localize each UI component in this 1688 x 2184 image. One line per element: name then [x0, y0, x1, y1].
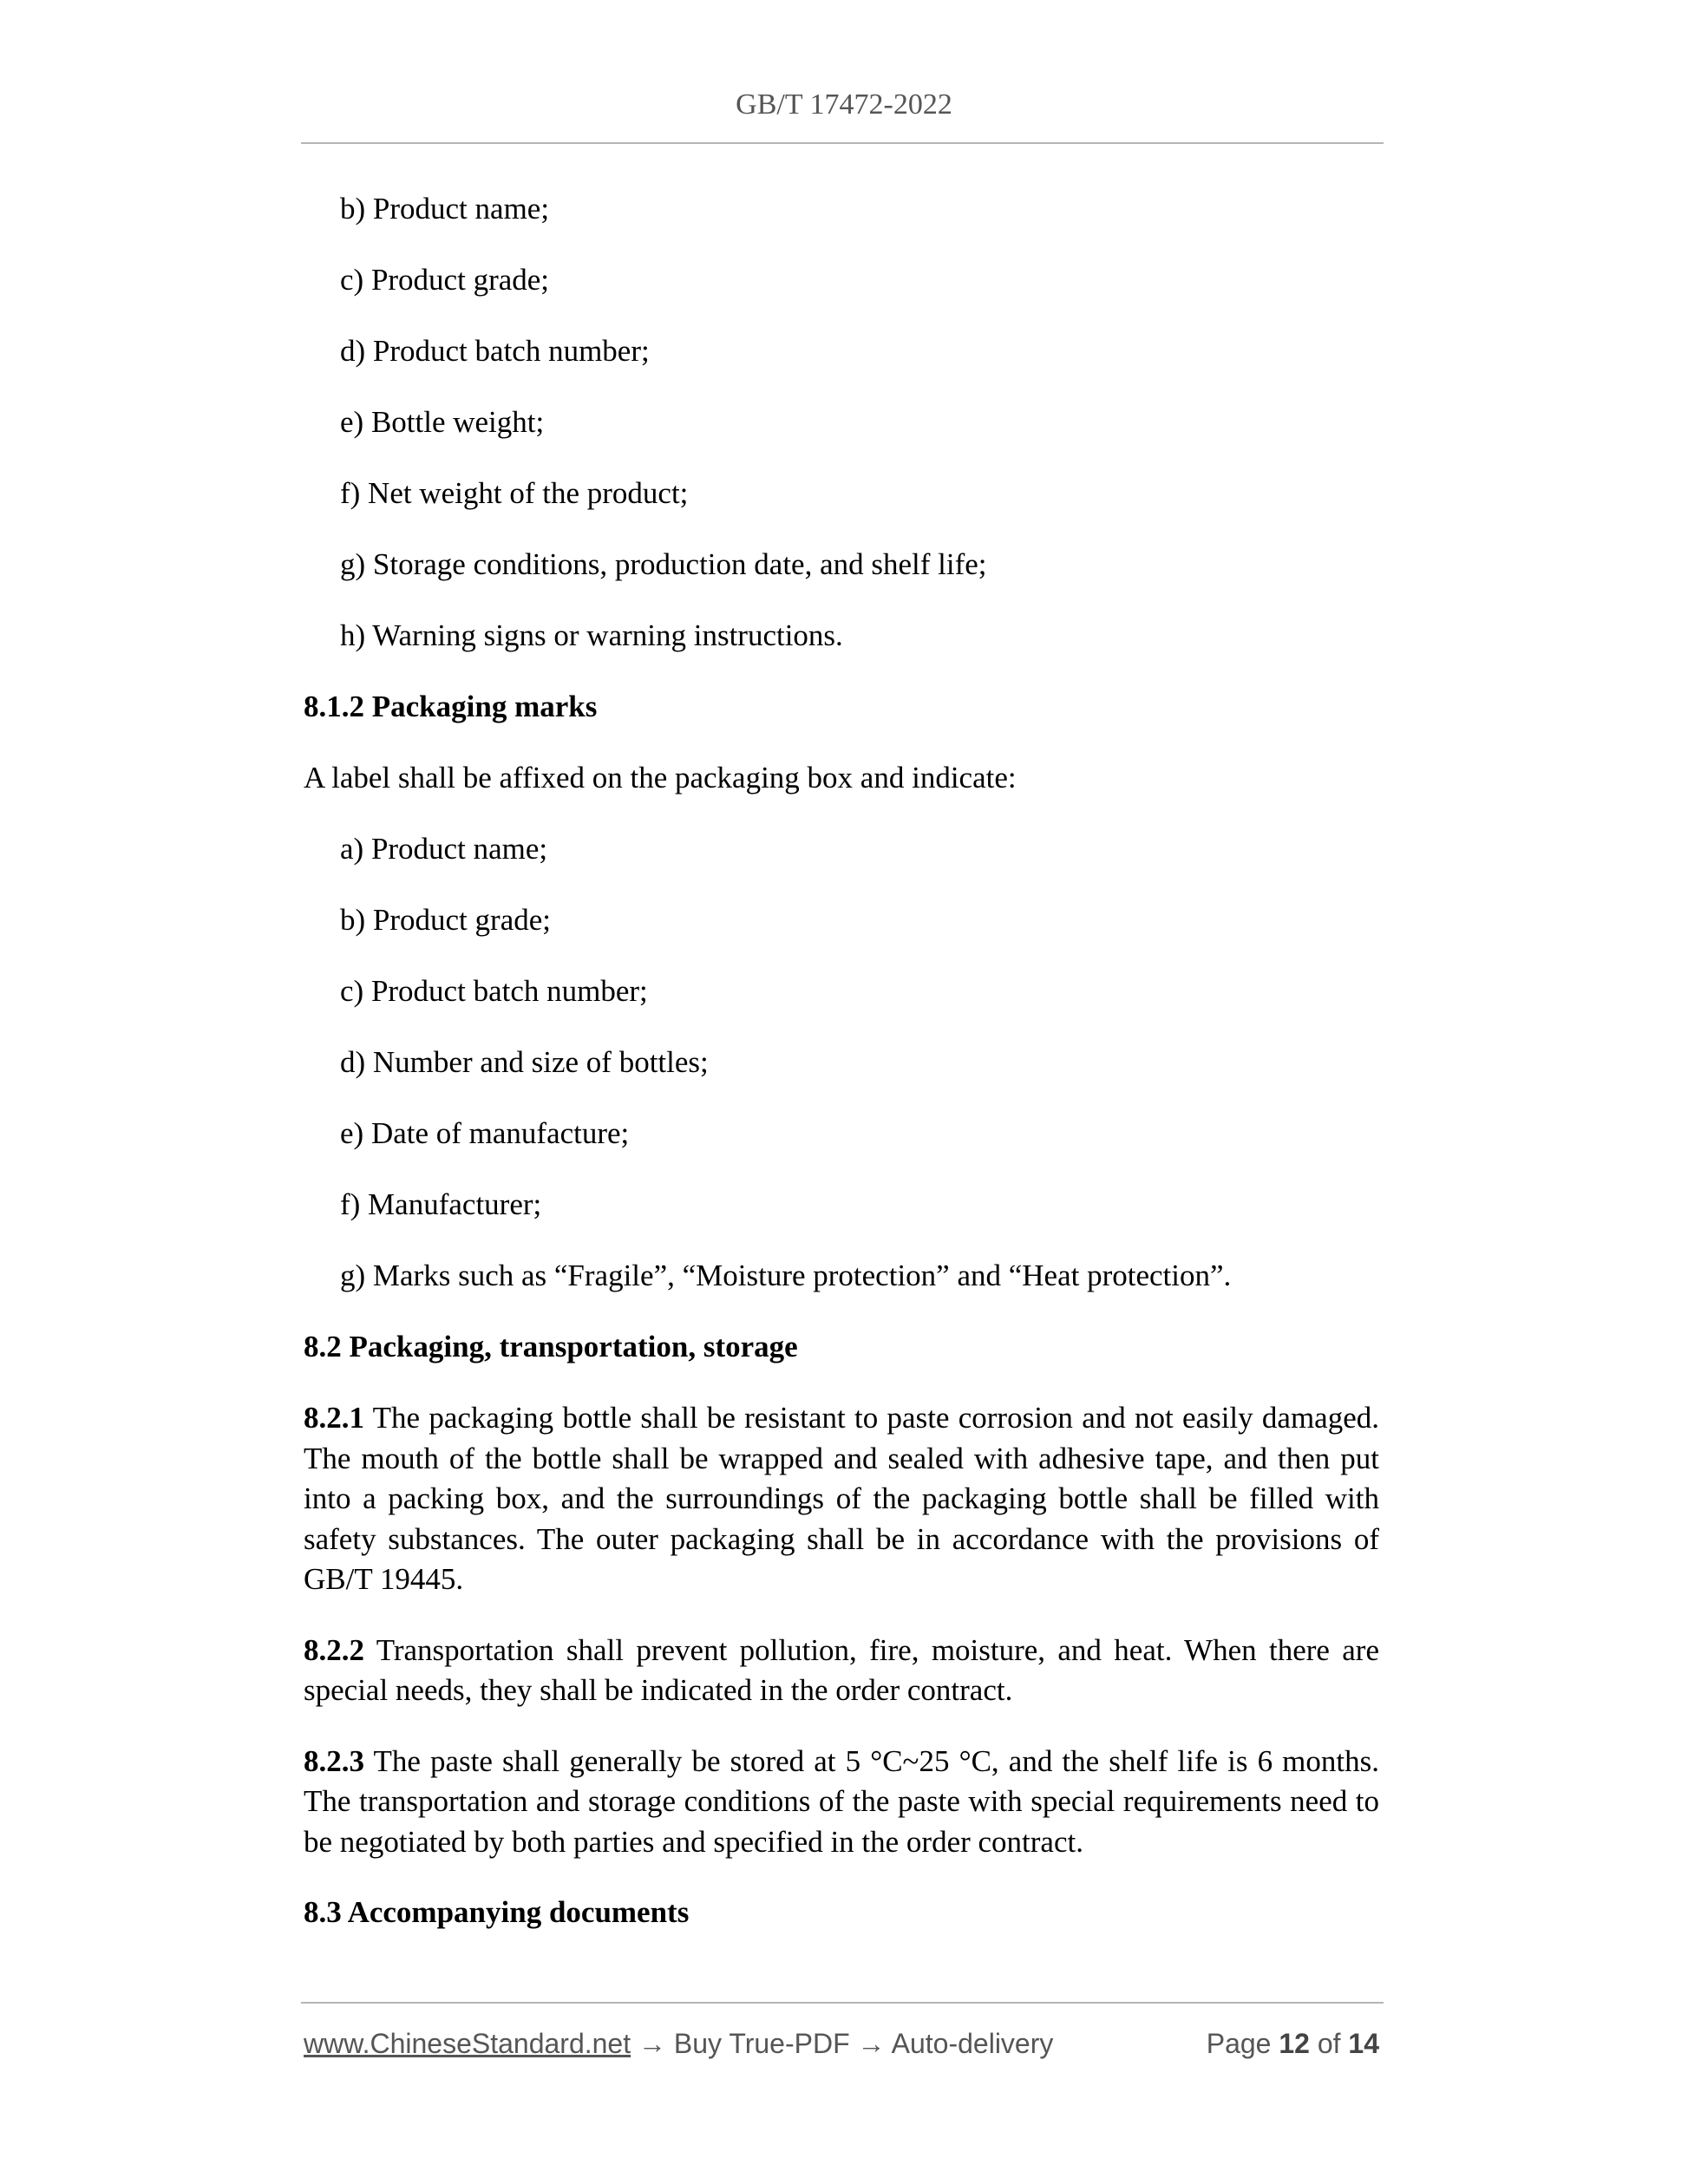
footer-trail: → Buy True-PDF → Auto-delivery: [631, 2028, 1054, 2059]
page-footer: [304, 2028, 1379, 2060]
running-header: GB/T 17472-2022: [736, 88, 952, 121]
clause-number: 8.2.3: [304, 1743, 364, 1778]
list-item: g) Storage conditions, production date, and shelf life;: [340, 547, 987, 581]
page-of: of: [1317, 2028, 1341, 2059]
paragraph-8-2-3: [304, 1742, 1379, 1863]
list-item: d) Product batch number;: [340, 334, 650, 368]
list-item: h) Warning signs or warning instructions.: [340, 618, 843, 652]
section-heading-8-2: 8.2 Packaging, transportation, storage: [304, 1330, 798, 1363]
section-heading-8-3: 8.3 Accompanying documents: [304, 1895, 690, 1929]
list-item: b) Product grade;: [340, 903, 551, 937]
section-intro: A label shall be affixed on the packaging box and indicate:: [304, 761, 1017, 794]
clause-number: 8.2.2: [304, 1632, 364, 1667]
list-item: c) Product batch number;: [340, 974, 648, 1008]
clause-number: 8.2.1: [304, 1401, 364, 1435]
page-current: 12: [1279, 2028, 1310, 2059]
page-body: [304, 189, 1379, 1964]
paragraph-8-2-1: [304, 1398, 1379, 1600]
website-link[interactable]: www.ChineseStandard.net: [304, 2028, 631, 2059]
clause-text: The paste shall generally be stored at 5 °C~25 °C, and the shelf life is 6 months. The transportation and storage conditions of the paste with special requirements need to be negotiated by both parties and specified in the order contract.: [304, 1743, 1379, 1859]
section-heading-8-1-2: 8.1.2 Packaging marks: [304, 690, 598, 723]
list-item: g) Marks such as “Fragile”, “Moisture protection” and “Heat protection”.: [340, 1259, 1232, 1292]
page-label: Page: [1206, 2028, 1272, 2059]
paragraph-8-2-2: [304, 1631, 1379, 1711]
page-total: 14: [1348, 2028, 1379, 2059]
clause-text: The packaging bottle shall be resistant to paste corrosion and not easily damaged. The mouth of the bottle shall be wrapped and sealed with adhesive tape, and then put into a packing box, and the surroundings of the packaging bottle shall be filled with safety substances. The outer packaging shall be in accordance with the provisions of GB/T 19445.: [304, 1401, 1380, 1596]
page-indicator: [1207, 2028, 1379, 2060]
footer-rule: [301, 2002, 1384, 2004]
list-item: e) Bottle weight;: [340, 405, 545, 439]
list-item: f) Net weight of the product;: [340, 476, 689, 510]
list-item: d) Number and size of bottles;: [340, 1045, 709, 1079]
list-item: e) Date of manufacture;: [340, 1116, 630, 1150]
list-item: c) Product grade;: [340, 263, 550, 297]
list-item: b) Product name;: [340, 192, 550, 226]
clause-text: Transportation shall prevent pollution, fire, moisture, and heat. When there are special needs, they shall be indicated in the order contract.: [304, 1632, 1379, 1707]
header-rule: [301, 142, 1384, 144]
list-item: a) Product name;: [340, 832, 548, 866]
list-item: f) Manufacturer;: [340, 1187, 542, 1221]
